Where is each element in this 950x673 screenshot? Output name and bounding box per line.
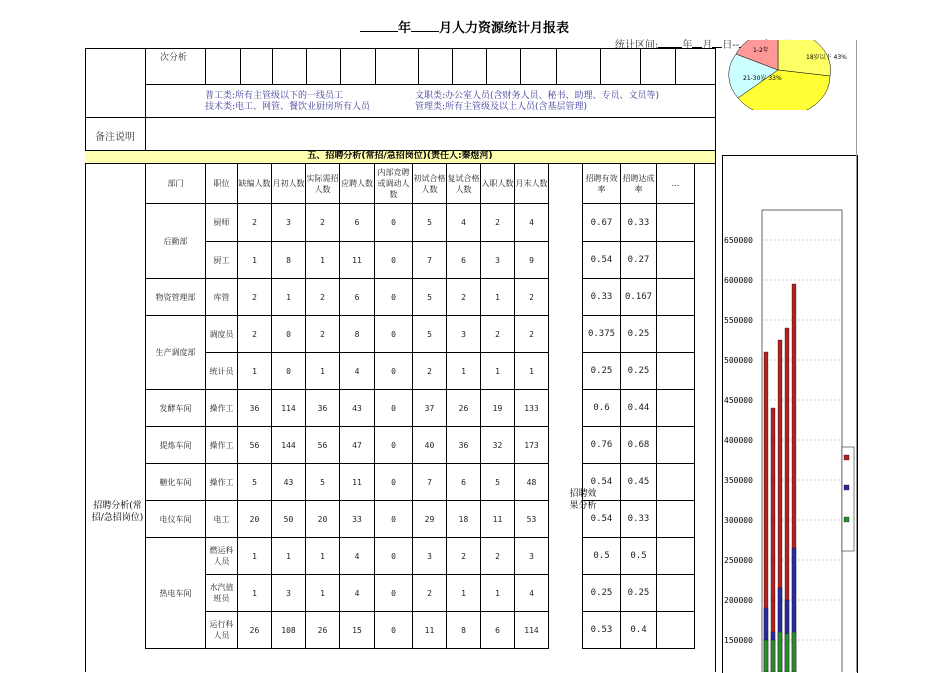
legend-box bbox=[842, 447, 854, 551]
value-cell[interactable]: 20 bbox=[238, 501, 272, 538]
value-cell[interactable]: 2 bbox=[306, 279, 340, 316]
col-header: 职位 bbox=[206, 164, 238, 204]
value-cell[interactable]: 1 bbox=[447, 353, 481, 390]
value-cell[interactable]: 108 bbox=[272, 612, 306, 649]
position-cell: 操作工 bbox=[206, 464, 238, 501]
col-header: 复试合格人数 bbox=[447, 164, 481, 204]
effective-rate-cell[interactable]: 0.375 bbox=[583, 316, 621, 353]
value-cell[interactable]: 20 bbox=[306, 501, 340, 538]
top-cell-divider bbox=[600, 48, 601, 84]
position-cell: 电工 bbox=[206, 501, 238, 538]
value-cell[interactable]: 0 bbox=[375, 501, 413, 538]
value-cell[interactable]: 144 bbox=[272, 427, 306, 464]
col-header: 实际需招人数 bbox=[306, 164, 340, 204]
value-cell[interactable]: 0 bbox=[375, 316, 413, 353]
y-tick-label: 200000 bbox=[724, 596, 753, 605]
value-cell[interactable]: 4 bbox=[515, 204, 549, 242]
value-cell[interactable]: 3 bbox=[272, 204, 306, 242]
position-cell: 水汽值班员 bbox=[206, 575, 238, 612]
value-cell[interactable]: 6 bbox=[340, 204, 375, 242]
spacer-cell bbox=[549, 427, 583, 464]
table-row bbox=[146, 575, 695, 612]
notes-management: 管理类:所有主管级及以上人员(含基层管理) bbox=[415, 102, 588, 112]
value-cell[interactable]: 114 bbox=[272, 390, 306, 427]
top-cell-divider bbox=[418, 48, 419, 84]
pie-label-1-2: 1-2年 bbox=[753, 47, 769, 54]
table-row bbox=[146, 464, 695, 501]
table-row bbox=[146, 279, 695, 316]
value-cell[interactable]: 0 bbox=[375, 390, 413, 427]
position-cell: 厨师 bbox=[206, 204, 238, 242]
extra-cell[interactable] bbox=[657, 427, 695, 464]
top-row-divider bbox=[145, 84, 715, 85]
dept-cell: 提炼车间 bbox=[146, 427, 206, 464]
effective-rate-cell[interactable]: 0.54 bbox=[583, 464, 621, 501]
value-cell[interactable]: 2 bbox=[515, 316, 549, 353]
value-cell[interactable]: 133 bbox=[515, 390, 549, 427]
value-cell[interactable]: 1 bbox=[238, 538, 272, 575]
value-cell[interactable]: 8 bbox=[272, 242, 306, 279]
y-tick-label: 150000 bbox=[724, 636, 753, 645]
right-border-top bbox=[715, 48, 716, 150]
value-cell[interactable]: 1 bbox=[306, 575, 340, 612]
value-cell[interactable]: 0 bbox=[375, 575, 413, 612]
table-row bbox=[146, 316, 695, 353]
value-cell[interactable]: 5 bbox=[413, 279, 447, 316]
value-cell[interactable]: 47 bbox=[340, 427, 375, 464]
value-cell[interactable]: 18 bbox=[447, 501, 481, 538]
stat-day1: 日-- bbox=[722, 40, 740, 51]
col-divider bbox=[145, 48, 146, 150]
spacer-cell bbox=[549, 204, 583, 242]
value-cell[interactable]: 1 bbox=[515, 353, 549, 390]
age-pie-chart bbox=[718, 40, 848, 110]
value-cell[interactable]: 1 bbox=[272, 279, 306, 316]
recruit-effect-label: 招聘效果分析 bbox=[569, 489, 597, 511]
notes-divider bbox=[85, 117, 715, 118]
table-body bbox=[146, 164, 695, 649]
stat-label: 统计区间: bbox=[615, 40, 659, 51]
achieve-rate-cell[interactable]: 0.5 bbox=[621, 538, 657, 575]
value-cell[interactable]: 33 bbox=[340, 501, 375, 538]
stat-month1-blank[interactable] bbox=[692, 37, 702, 48]
value-cell[interactable]: 1 bbox=[481, 279, 515, 316]
extra-cell[interactable] bbox=[657, 316, 695, 353]
recruitment-table bbox=[145, 163, 695, 649]
value-cell[interactable]: 2 bbox=[481, 316, 515, 353]
sheet-edge bbox=[856, 40, 857, 672]
value-cell[interactable]: 40 bbox=[413, 427, 447, 464]
spacer-cell bbox=[549, 242, 583, 279]
value-cell[interactable]: 1 bbox=[306, 538, 340, 575]
dept-cell: 后勤部 bbox=[146, 204, 206, 279]
position-cell: 操作工 bbox=[206, 427, 238, 464]
value-cell[interactable]: 1 bbox=[238, 353, 272, 390]
top-cell-divider bbox=[452, 48, 453, 84]
title-text: 月人力资源统计月报表 bbox=[439, 21, 570, 36]
value-cell[interactable]: 2 bbox=[481, 204, 515, 242]
col-header: 月末人数 bbox=[515, 164, 549, 204]
report-title bbox=[360, 17, 569, 36]
extra-cell[interactable] bbox=[657, 538, 695, 575]
dept-cell: 糖化车间 bbox=[146, 464, 206, 501]
spacer-cell bbox=[549, 353, 583, 390]
value-cell[interactable]: 4 bbox=[340, 353, 375, 390]
stat-year1: 年 bbox=[682, 40, 693, 51]
value-cell[interactable]: 19 bbox=[481, 390, 515, 427]
value-cell[interactable]: 3 bbox=[413, 538, 447, 575]
top-cell-divider bbox=[340, 48, 341, 84]
spacer-cell bbox=[549, 279, 583, 316]
table-row bbox=[146, 390, 695, 427]
top-cell-divider bbox=[306, 48, 307, 84]
dept-cell: 生产调度部 bbox=[146, 316, 206, 390]
month-blank[interactable] bbox=[411, 19, 439, 32]
stat-year1-blank[interactable] bbox=[658, 37, 682, 48]
extra-cell[interactable] bbox=[657, 612, 695, 649]
table-right-border bbox=[715, 150, 716, 672]
stat-month1: 月 bbox=[702, 40, 713, 51]
col-header: 招聘有效率 bbox=[583, 164, 621, 204]
value-cell[interactable]: 3 bbox=[272, 575, 306, 612]
effective-rate-cell[interactable]: 0.53 bbox=[583, 612, 621, 649]
bar bbox=[778, 632, 782, 672]
y-tick-label: 600000 bbox=[724, 276, 753, 285]
col-header bbox=[549, 164, 583, 204]
value-cell[interactable]: 37 bbox=[413, 390, 447, 427]
value-cell[interactable]: 1 bbox=[481, 353, 515, 390]
top-cell-divider bbox=[272, 48, 273, 84]
value-cell[interactable]: 6 bbox=[447, 242, 481, 279]
value-cell[interactable]: 6 bbox=[447, 464, 481, 501]
value-cell[interactable]: 0 bbox=[375, 242, 413, 279]
value-cell[interactable]: 2 bbox=[306, 204, 340, 242]
pie-label-18: 18岁以下 43% bbox=[806, 54, 847, 61]
top-cell-divider bbox=[520, 48, 521, 84]
col-header: 招聘达成率 bbox=[621, 164, 657, 204]
spacer-cell bbox=[549, 538, 583, 575]
col-header: 入职人数 bbox=[481, 164, 515, 204]
value-cell[interactable]: 2 bbox=[238, 204, 272, 242]
col-header: 部门 bbox=[146, 164, 206, 204]
value-cell[interactable]: 7 bbox=[413, 464, 447, 501]
effective-rate-cell[interactable]: 0.6 bbox=[583, 390, 621, 427]
value-cell[interactable]: 48 bbox=[515, 464, 549, 501]
value-cell[interactable]: 26 bbox=[306, 612, 340, 649]
achieve-rate-cell[interactable]: 0.25 bbox=[621, 575, 657, 612]
effective-rate-cell[interactable]: 0.76 bbox=[583, 427, 621, 464]
y-tick-label: 500000 bbox=[724, 356, 753, 365]
y-tick-label: 300000 bbox=[724, 516, 753, 525]
notes-general-worker: 普工类:所有主管级以下的一线员工 bbox=[205, 91, 344, 101]
value-cell[interactable]: 36 bbox=[238, 390, 272, 427]
dept-cell: 发酵车间 bbox=[146, 390, 206, 427]
value-cell[interactable]: 43 bbox=[340, 390, 375, 427]
value-cell[interactable]: 0 bbox=[375, 279, 413, 316]
value-cell[interactable]: 26 bbox=[238, 612, 272, 649]
extra-cell[interactable] bbox=[657, 575, 695, 612]
value-cell[interactable]: 114 bbox=[515, 612, 549, 649]
sub-analysis-label: 次分析 bbox=[160, 53, 188, 63]
achieve-rate-cell[interactable]: 0.27 bbox=[621, 242, 657, 279]
top-cell-divider bbox=[375, 48, 376, 84]
pie-label-21-30: 21-30岁 33% bbox=[743, 75, 782, 82]
value-cell[interactable]: 8 bbox=[340, 316, 375, 353]
value-cell[interactable]: 2 bbox=[481, 538, 515, 575]
value-cell[interactable]: 32 bbox=[481, 427, 515, 464]
top-border bbox=[85, 48, 715, 49]
value-cell[interactable]: 2 bbox=[515, 279, 549, 316]
legend-swatch bbox=[844, 455, 849, 460]
value-cell[interactable]: 2 bbox=[447, 538, 481, 575]
effective-rate-cell[interactable]: 0.25 bbox=[583, 353, 621, 390]
section-title: 五、招聘分析(常招/急招岗位)(责任人:秦煜河) bbox=[307, 151, 493, 161]
value-cell[interactable]: 43 bbox=[272, 464, 306, 501]
value-cell[interactable]: 0 bbox=[375, 612, 413, 649]
spacer-cell bbox=[549, 316, 583, 353]
col-header: 初试合格人数 bbox=[413, 164, 447, 204]
value-cell[interactable]: 5 bbox=[413, 316, 447, 353]
position-cell: 燃运科人员 bbox=[206, 538, 238, 575]
value-cell[interactable]: 56 bbox=[306, 427, 340, 464]
value-cell[interactable]: 1 bbox=[481, 575, 515, 612]
value-cell[interactable]: 1 bbox=[238, 575, 272, 612]
achieve-rate-cell[interactable]: 0.4 bbox=[621, 612, 657, 649]
value-cell[interactable]: 11 bbox=[340, 242, 375, 279]
table-row bbox=[146, 538, 695, 575]
achieve-rate-cell[interactable]: 0.33 bbox=[621, 204, 657, 242]
position-cell: 运行科人员 bbox=[206, 612, 238, 649]
value-cell[interactable]: 0 bbox=[272, 353, 306, 390]
top-cell-divider bbox=[240, 48, 241, 84]
table-row bbox=[146, 501, 695, 538]
effective-rate-cell[interactable]: 0.54 bbox=[583, 242, 621, 279]
value-cell[interactable]: 1 bbox=[306, 353, 340, 390]
spacer-cell bbox=[549, 575, 583, 612]
extra-cell[interactable] bbox=[657, 501, 695, 538]
table-row bbox=[146, 612, 695, 649]
value-cell[interactable]: 0 bbox=[375, 427, 413, 464]
effective-rate-cell[interactable]: 0.67 bbox=[583, 204, 621, 242]
y-tick-label: 250000 bbox=[724, 556, 753, 565]
y-tick-label: 550000 bbox=[724, 316, 753, 325]
value-cell[interactable]: 1 bbox=[272, 538, 306, 575]
bar-chart bbox=[722, 155, 856, 672]
table-row bbox=[146, 204, 695, 242]
value-cell[interactable]: 4 bbox=[515, 575, 549, 612]
achieve-rate-cell[interactable]: 0.167 bbox=[621, 279, 657, 316]
value-cell[interactable]: 2 bbox=[238, 279, 272, 316]
bar bbox=[792, 632, 796, 672]
value-cell[interactable]: 1 bbox=[238, 242, 272, 279]
col-header: 月初人数 bbox=[272, 164, 306, 204]
position-cell: 操作工 bbox=[206, 390, 238, 427]
col-header: 缺编人数 bbox=[238, 164, 272, 204]
value-cell[interactable]: 1 bbox=[447, 575, 481, 612]
y-tick-label: 400000 bbox=[724, 436, 753, 445]
dept-cell: 电仪车间 bbox=[146, 501, 206, 538]
value-cell[interactable]: 36 bbox=[447, 427, 481, 464]
value-cell[interactable]: 7 bbox=[413, 242, 447, 279]
value-cell[interactable]: 4 bbox=[340, 575, 375, 612]
extra-cell[interactable] bbox=[657, 242, 695, 279]
recruit-analysis-label: 招聘分析(常招/急招岗位) bbox=[91, 501, 144, 523]
legend-swatch bbox=[844, 485, 849, 490]
position-cell: 库管 bbox=[206, 279, 238, 316]
value-cell[interactable]: 9 bbox=[515, 242, 549, 279]
extra-cell[interactable] bbox=[657, 279, 695, 316]
achieve-rate-cell[interactable]: 0.25 bbox=[621, 353, 657, 390]
position-cell: 调度员 bbox=[206, 316, 238, 353]
value-cell[interactable]: 3 bbox=[515, 538, 549, 575]
extra-cell[interactable] bbox=[657, 390, 695, 427]
value-cell[interactable]: 0 bbox=[375, 353, 413, 390]
spacer-cell bbox=[549, 612, 583, 649]
value-cell[interactable]: 1 bbox=[306, 242, 340, 279]
top-cell-divider bbox=[556, 48, 557, 84]
top-cell-divider bbox=[640, 48, 641, 84]
value-cell[interactable]: 0 bbox=[375, 204, 413, 242]
y-tick-label: 450000 bbox=[724, 396, 753, 405]
effective-rate-cell[interactable]: 0.5 bbox=[583, 538, 621, 575]
table-row bbox=[146, 353, 695, 390]
top-cell-divider bbox=[675, 48, 676, 84]
value-cell[interactable]: 0 bbox=[375, 464, 413, 501]
value-cell[interactable]: 8 bbox=[447, 612, 481, 649]
value-cell[interactable]: 0 bbox=[272, 316, 306, 353]
notes-clerical: 文职类:办公室人员(含财务人员、秘书、助理、专员、文员等) bbox=[415, 91, 660, 101]
remarks-label: 备注说明 bbox=[95, 132, 135, 143]
value-cell[interactable]: 3 bbox=[481, 242, 515, 279]
effective-rate-cell[interactable]: 0.54 bbox=[583, 501, 621, 538]
achieve-rate-cell[interactable]: 0.44 bbox=[621, 390, 657, 427]
value-cell[interactable]: 36 bbox=[306, 390, 340, 427]
achieve-rate-cell[interactable]: 0.25 bbox=[621, 316, 657, 353]
value-cell[interactable]: 3 bbox=[447, 316, 481, 353]
value-cell[interactable]: 11 bbox=[413, 612, 447, 649]
effective-rate-cell[interactable]: 0.33 bbox=[583, 279, 621, 316]
col-header: 内部竞聘或调动人数 bbox=[375, 164, 413, 204]
value-cell[interactable]: 11 bbox=[481, 501, 515, 538]
value-cell[interactable]: 50 bbox=[272, 501, 306, 538]
value-cell[interactable]: 2 bbox=[413, 353, 447, 390]
bar bbox=[771, 640, 775, 672]
table-row bbox=[146, 427, 695, 464]
col-header: … bbox=[657, 164, 695, 204]
spacer-cell bbox=[549, 390, 583, 427]
position-cell: 统计员 bbox=[206, 353, 238, 390]
top-cell-divider bbox=[486, 48, 487, 84]
extra-cell[interactable] bbox=[657, 353, 695, 390]
y-tick-label: 650000 bbox=[724, 236, 753, 245]
value-cell[interactable]: 4 bbox=[340, 538, 375, 575]
bar bbox=[785, 634, 789, 672]
notes-technical: 技术类:电工、网管、餐饮业厨房所有人员 bbox=[205, 102, 371, 112]
value-cell[interactable]: 11 bbox=[340, 464, 375, 501]
year-suffix: 年 bbox=[398, 21, 412, 36]
top-cell-divider bbox=[205, 48, 206, 84]
value-cell[interactable]: 2 bbox=[306, 316, 340, 353]
value-cell[interactable]: 56 bbox=[238, 427, 272, 464]
position-cell: 厨工 bbox=[206, 242, 238, 279]
extra-cell[interactable] bbox=[657, 464, 695, 501]
achieve-rate-cell[interactable]: 0.45 bbox=[621, 464, 657, 501]
extra-cell[interactable] bbox=[657, 204, 695, 242]
bar bbox=[764, 640, 768, 672]
value-cell[interactable]: 5 bbox=[481, 464, 515, 501]
value-cell[interactable]: 6 bbox=[481, 612, 515, 649]
value-cell[interactable]: 5 bbox=[306, 464, 340, 501]
col-header: 应聘人数 bbox=[340, 164, 375, 204]
y-tick-label: 350000 bbox=[724, 476, 753, 485]
dept-cell: 物资管理部 bbox=[146, 279, 206, 316]
achieve-rate-cell[interactable]: 0.68 bbox=[621, 427, 657, 464]
value-cell[interactable]: 29 bbox=[413, 501, 447, 538]
dept-cell: 热电车间 bbox=[146, 538, 206, 649]
value-cell[interactable]: 26 bbox=[447, 390, 481, 427]
value-cell[interactable]: 53 bbox=[515, 501, 549, 538]
effective-rate-cell[interactable]: 0.25 bbox=[583, 575, 621, 612]
value-cell[interactable]: 2 bbox=[447, 279, 481, 316]
left-border bbox=[85, 48, 86, 672]
value-cell[interactable]: 6 bbox=[340, 279, 375, 316]
achieve-rate-cell[interactable]: 0.33 bbox=[621, 501, 657, 538]
legend-swatch bbox=[844, 517, 849, 522]
table-row bbox=[146, 242, 695, 279]
table-header-row bbox=[146, 164, 695, 204]
value-cell[interactable]: 5 bbox=[238, 464, 272, 501]
value-cell[interactable]: 5 bbox=[413, 204, 447, 242]
value-cell[interactable]: 2 bbox=[413, 575, 447, 612]
value-cell[interactable]: 0 bbox=[375, 538, 413, 575]
value-cell[interactable]: 4 bbox=[447, 204, 481, 242]
value-cell[interactable]: 15 bbox=[340, 612, 375, 649]
year-blank[interactable] bbox=[360, 19, 398, 32]
value-cell[interactable]: 173 bbox=[515, 427, 549, 464]
value-cell[interactable]: 2 bbox=[238, 316, 272, 353]
